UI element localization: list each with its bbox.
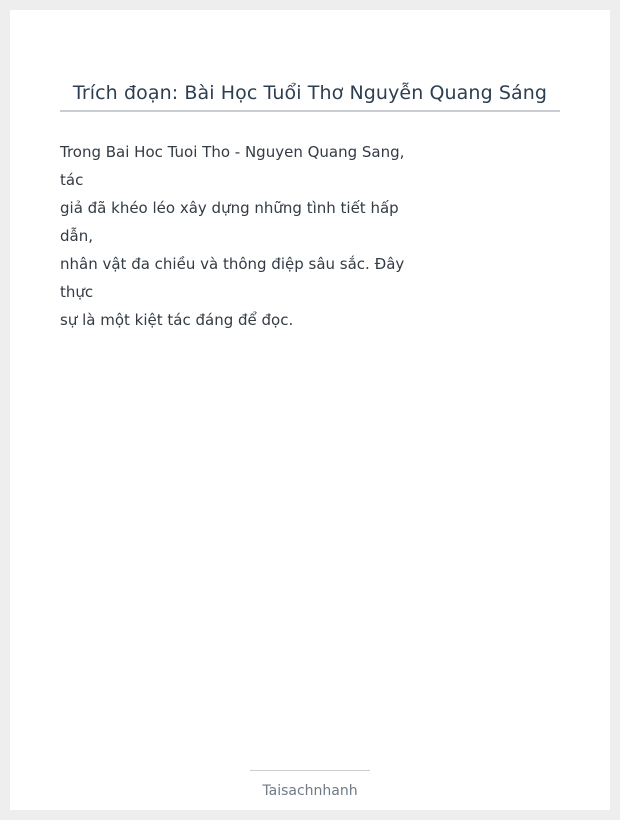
excerpt-line: giả đã khéo léo xây dựng những tình tiết hấp (60, 199, 399, 217)
footer-divider (250, 770, 370, 771)
excerpt-body (60, 138, 580, 334)
excerpt-line: dẫn, (60, 227, 93, 245)
excerpt-line: sự là một kiệt tác đáng để đọc. (60, 311, 294, 329)
excerpt-line: thực (60, 283, 94, 301)
document-title: Trích đoạn: Bài Học Tuổi Thơ Nguyễn Quang Sáng (72, 82, 548, 104)
footer-source: Taisachnhanh (262, 783, 358, 799)
excerpt-line: tác (60, 171, 84, 189)
excerpt-line: Trong Bai Hoc Tuoi Tho - Nguyen Quang Sang, (60, 143, 405, 161)
title-divider (60, 110, 560, 112)
document-page (10, 10, 610, 810)
excerpt-line: nhân vật đa chiều và thông điệp sâu sắc. Đây (60, 255, 405, 273)
